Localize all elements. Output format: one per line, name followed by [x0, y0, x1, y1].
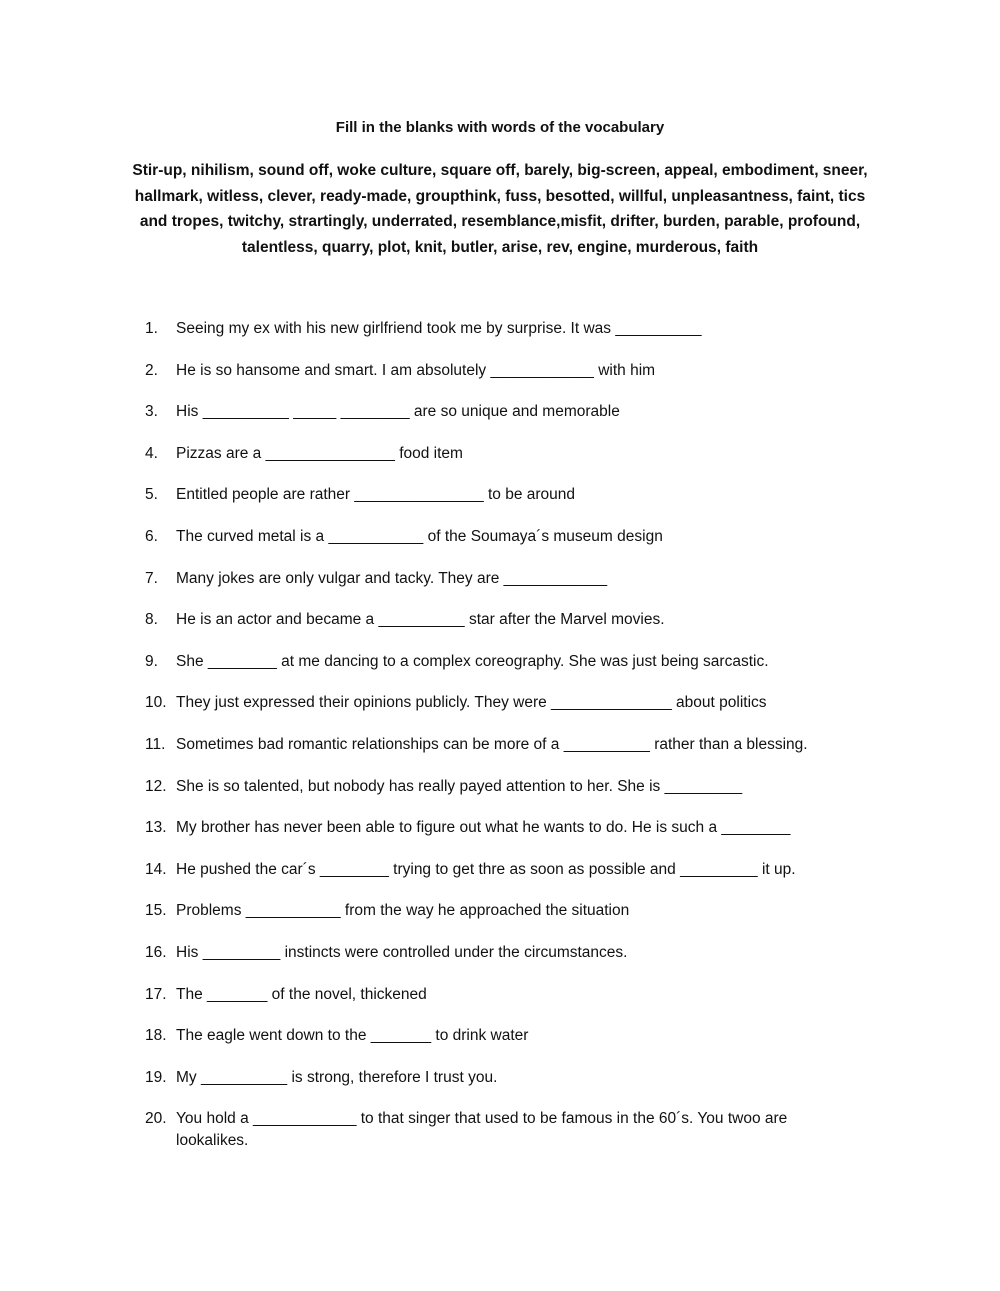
question-text: He pushed the car´s ________ trying to get thre as soon as possible and _________ it up.: [176, 860, 796, 878]
question-number: 15.: [145, 902, 167, 920]
question-number: 2.: [145, 361, 158, 379]
question-item: [0, 900, 1000, 942]
question-text: Pizzas are a _______________ food item: [176, 444, 463, 462]
question-number: 17.: [145, 985, 167, 1003]
question-number: 4.: [145, 444, 158, 462]
question-item: [0, 776, 1000, 818]
question-text: They just expressed their opinions publicly. They were ______________ about politics: [176, 694, 767, 712]
question-item: [0, 817, 1000, 859]
question-text: Many jokes are only vulgar and tacky. They are ____________: [176, 569, 608, 587]
question-item: [0, 651, 1000, 693]
question-item: [0, 1025, 1000, 1067]
question-number: 16.: [145, 943, 167, 961]
question-item: [0, 942, 1000, 984]
question-item: [0, 360, 1000, 402]
question-number: 10.: [145, 694, 167, 712]
vocabulary-list: Stir-up, nihilism, sound off, woke culture, square off, barely, big-screen, appeal, embodiment, sneer, hallmark, witless, clever, ready-made, groupthink, fuss, besotted, willful, unpleasantness, faint, tics and tropes, twitchy, strartingly, underrated, resemblance,misfit, drifter, burden, parable, profound, talentless, quarry, plot, knit, butler, arise, rev, engine, murderous, faith: [132, 162, 868, 256]
question-number: 20.: [145, 1110, 167, 1128]
question-number: 6.: [145, 527, 158, 545]
question-number: 3.: [145, 403, 158, 421]
question-number: 13.: [145, 819, 167, 837]
question-number: 18.: [145, 1027, 167, 1045]
worksheet-title: Fill in the blanks with words of the vocabulary: [335, 119, 665, 136]
question-item: [0, 1108, 1000, 1158]
question-text: Sometimes bad romantic relationships can be more of a __________ rather than a blessing.: [176, 735, 808, 753]
question-text: His _________ instincts were controlled under the circumstances.: [176, 943, 628, 961]
question-item: [0, 859, 1000, 901]
question-text: His __________ _____ ________ are so unique and memorable: [176, 403, 620, 421]
question-item: [0, 526, 1000, 568]
question-text: The eagle went down to the _______ to drink water: [176, 1027, 529, 1045]
question-text: You hold a ____________ to that singer that used to be famous in the 60´s. You twoo are lookalikes.: [176, 1110, 788, 1150]
question-text: Seeing my ex with his new girlfriend took me by surprise. It was __________: [176, 320, 702, 337]
question-text: Problems ___________ from the way he approached the situation: [176, 902, 630, 920]
question-item: [0, 318, 1000, 360]
question-text: Entitled people are rather _______________ to be around: [176, 486, 576, 504]
question-item: [0, 568, 1000, 610]
question-text: She ________ at me dancing to a complex coreography. She was just being sarcastic.: [176, 652, 769, 670]
question-text: He is so hansome and smart. I am absolutely ____________ with him: [176, 361, 656, 379]
question-item: [0, 984, 1000, 1026]
question-number: 19.: [145, 1068, 167, 1086]
question-number: 12.: [145, 777, 167, 795]
question-number: 9.: [145, 652, 158, 670]
question-item: [0, 692, 1000, 734]
question-text: He is an actor and became a __________ star after the Marvel movies.: [176, 611, 665, 629]
question-item: [0, 609, 1000, 651]
question-number: 1.: [145, 320, 158, 337]
question-number: 7.: [145, 569, 158, 587]
question-text: The curved metal is a ___________ of the Soumaya´s museum design: [176, 527, 663, 545]
question-number: 5.: [145, 486, 158, 504]
question-text: She is so talented, but nobody has really payed attention to her. She is _________: [176, 777, 743, 795]
question-item: [0, 401, 1000, 443]
question-text: My brother has never been able to figure out what he wants to do. He is such a ________: [176, 819, 791, 837]
question-item: [0, 1067, 1000, 1109]
question-number: 11.: [145, 735, 166, 753]
question-text: My __________ is strong, therefore I trust you.: [176, 1068, 498, 1086]
question-item: [0, 734, 1000, 776]
question-item: [0, 443, 1000, 485]
question-number: 14.: [145, 860, 167, 878]
question-item: [0, 484, 1000, 526]
question-number: 8.: [145, 611, 158, 629]
question-list: [0, 318, 1000, 1158]
question-text: The _______ of the novel, thickened: [176, 985, 427, 1003]
